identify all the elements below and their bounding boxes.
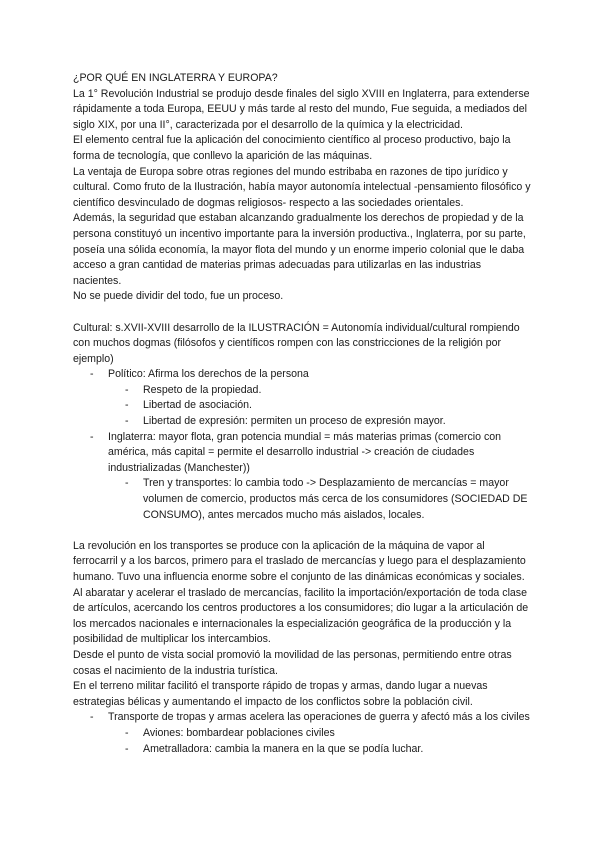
- document-title: ¿POR QUÉ EN INGLATERRA Y EUROPA?: [73, 72, 278, 84]
- dash-bullet: -: [90, 430, 94, 443]
- paragraph: La ventaja de Europa sobre otras regiones del mundo estribaba en razones de tipo jurídico y cultural. Como fruto de la Ilustración, había mayor autonomía intelectual -pensamiento filosófico y científico desvinculado de dogmas religiosos- respecto a las sociedades orientales.: [73, 165, 531, 209]
- list-item-text: Transporte de tropas y armas acelera las operaciones de guerra y afectó más a los civiles: [108, 711, 530, 724]
- list-item-politico: [73, 367, 531, 383]
- list-item-inglaterra: [73, 430, 531, 477]
- bullet-list-military: [73, 710, 531, 757]
- paragraph: No se puede dividir del todo, fue un proceso.: [73, 290, 284, 303]
- paragraph: La revolución en los transportes se produce con la aplicación de la máquina de vapor al ferrocarril y a los barcos, primero para el traslado de mercancías y luego para el desplazamiento humano. Tuvo una influencia enorme sobre el conjunto de las dinámicas económicas y sociales.: [73, 539, 526, 583]
- sub-list-item: [73, 398, 531, 414]
- dash-bullet: -: [125, 415, 129, 428]
- list-item-text: Respeto de la propiedad.: [143, 383, 262, 396]
- sub-list-item: [73, 383, 531, 399]
- dash-bullet: -: [125, 477, 129, 490]
- dash-bullet: -: [125, 742, 129, 755]
- document-page: [73, 71, 531, 757]
- dash-bullet: -: [90, 711, 94, 724]
- dash-bullet: -: [125, 399, 129, 412]
- paragraph: En el terreno militar facilitó el transporte rápido de tropas y armas, dando lugar a nuevas estrategias bélicas y aumentando el impacto de los conflictos sobre la población civil.: [73, 680, 488, 708]
- list-item-text: Aviones: bombardear poblaciones civiles: [143, 726, 335, 739]
- list-item-text: Político: Afirma los derechos de la persona: [108, 368, 309, 381]
- spacer: [73, 305, 531, 321]
- paragraph: Al abaratar y acelerar el traslado de mercancías, facilito la importación/exportación de toda clase de artículos, acercando los centros productores a los consumidores; dio lugar a la articulación de los mercados nacionales e internacionales la especialización geográfica de la producción y la posibilidad de multiplicar los intercambios.: [73, 586, 529, 646]
- paragraph: La 1° Revolución Industrial se produjo desde finales del siglo XVIII en Inglaterra, para extenderse rápidamente a toda Europa, EEUU y más tarde al resto del mundo, Fue seguida, a mediados del siglo XIX, por una II°, caracterizada por el desarrollo de la química y la electricidad.: [73, 87, 530, 131]
- sub-list-item: [73, 476, 531, 523]
- dash-bullet: -: [125, 726, 129, 739]
- spacer: [73, 523, 531, 539]
- list-item-text: Libertad de expresión: permiten un proceso de expresión mayor.: [143, 415, 446, 428]
- list-item-text: Inglaterra: mayor flota, gran potencia mundial = más materias primas (comercio con américa, más capital = permite el desarrollo industrial -> creación de ciudades industrializadas (Manchester)): [108, 430, 502, 474]
- sub-list-item: [73, 726, 531, 742]
- paragraph: Desde el punto de vista social promovió la movilidad de las personas, permitiendo entre otras cosas el nacimiento de la industria turística.: [73, 648, 512, 677]
- paragraph: Además, la seguridad que estaban alcanzando gradualmente los derechos de propiedad y de la persona constituyó un incentivo importante para la inversión productiva., Inglaterra, por su parte, poseía una sólida economía, la mayor flota del mundo y un enorme imperio colonial que le daba acceso a gran cantidad de materias primas adecuadas para utilizarlas en las industrias nacientes.: [73, 212, 526, 287]
- dash-bullet: -: [90, 368, 94, 381]
- paragraph: El elemento central fue la aplicación del conocimiento científico al proceso productivo, bajo la forma de tecnología, que conllevo la aparición de las máquinas.: [73, 134, 511, 162]
- list-item-text: Ametralladora: cambia la manera en la que se podía luchar.: [143, 742, 424, 755]
- list-item-text: Libertad de asociación.: [143, 399, 252, 412]
- dash-bullet: -: [125, 383, 129, 396]
- list-item-transporte: [73, 710, 531, 726]
- bullet-list-cultural: [73, 367, 531, 523]
- sub-list-item: [73, 742, 531, 758]
- cultural-intro: Cultural: s.XVII-XVIII desarrollo de la ILUSTRACIÓN = Autonomía individual/cultural rompiendo con muchos dogmas (filósofos y científicos rompen con las constricciones de la religión por ejemplo): [73, 321, 520, 365]
- list-item-text: Tren y transportes: lo cambia todo -> Desplazamiento de mercancías = mayor volumen de comercio, productos más cerca de los consumidores (SOCIEDAD DE CONSUMO), antes mercados mucho más aislados, locales.: [143, 477, 528, 521]
- sub-list-item: [73, 414, 531, 430]
